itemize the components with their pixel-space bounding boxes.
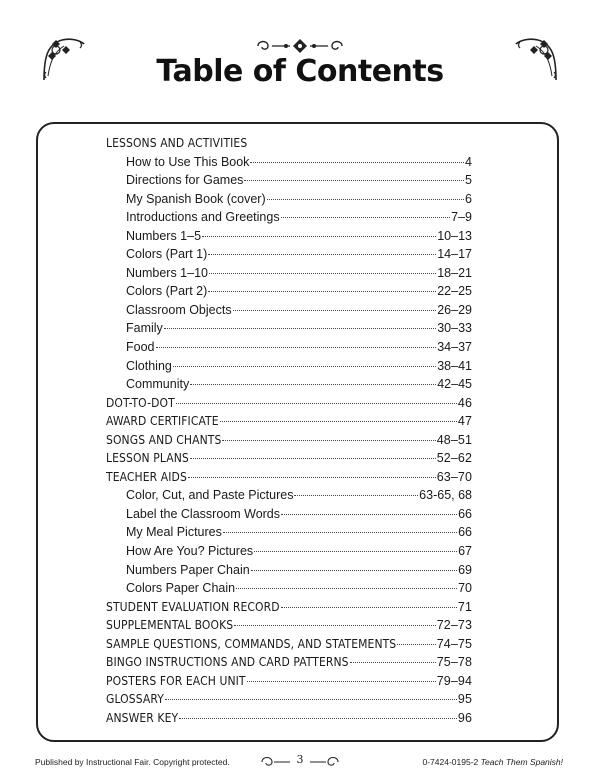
toc-entry-page: 67 (458, 544, 472, 559)
toc-leader-dots (247, 680, 436, 682)
toc-entry (106, 505, 472, 524)
toc-entry-page: 18–21 (437, 265, 472, 280)
toc-entry-page: 71 (457, 599, 472, 614)
toc-leader-dots (208, 253, 436, 255)
toc-leader-dots (254, 550, 457, 552)
toc-entry-page: 63-65, 68 (419, 488, 472, 503)
toc-entry (106, 709, 472, 728)
toc-entry-label: Introductions and Greetings (126, 210, 280, 225)
page-title: Table of Contents (156, 54, 444, 89)
footer-page-number: 3 (296, 753, 304, 766)
toc-entry (106, 672, 472, 691)
toc-entry-page: 10–13 (437, 228, 472, 243)
toc-entry-label: SUPPLEMENTAL BOOKS (106, 618, 234, 633)
toc-entry (106, 245, 472, 264)
toc-entry-page: 66 (458, 525, 472, 540)
footer-book-info (422, 757, 563, 767)
toc-entry (106, 449, 472, 468)
toc-leader-dots (281, 606, 457, 608)
toc-leader-dots (176, 402, 457, 404)
toc-entry-label: LESSON PLANS (106, 451, 189, 466)
toc-entry-page: 38–41 (437, 358, 472, 373)
toc-entry (106, 486, 472, 505)
toc-leader-dots (267, 198, 464, 200)
toc-leader-dots (179, 717, 457, 719)
toc-entry (106, 319, 472, 338)
toc-entry (106, 190, 472, 209)
toc-entry (106, 153, 472, 172)
toc-entry-page: 47 (457, 414, 472, 429)
toc-entry (106, 301, 472, 320)
toc-leader-dots (251, 569, 457, 571)
toc-entry-label: LESSONS AND ACTIVITIES (106, 136, 248, 150)
toc-entry-label: TEACHER AIDS (106, 469, 187, 484)
toc-entry-page: 14–17 (437, 247, 472, 262)
toc-entry-label: SONGS AND CHANTS (106, 432, 222, 447)
footer-isbn: 0-7424-0195-2 (422, 757, 479, 767)
toc-leader-dots (156, 346, 437, 348)
toc-entry (106, 357, 472, 376)
toc-entry-page: 26–29 (437, 302, 472, 317)
toc-entry-page: 75–78 (436, 655, 472, 670)
page-number-ornament (258, 753, 342, 769)
toc-leader-dots (233, 309, 437, 311)
toc-leader-dots (294, 494, 418, 496)
toc-leader-dots (165, 698, 457, 700)
toc-leader-dots (222, 439, 435, 441)
toc-entry (106, 227, 472, 246)
toc-leader-dots (188, 476, 436, 478)
toc-entry-label: My Spanish Book (cover) (126, 191, 266, 206)
toc-entry-label: Colors (Part 1) (126, 247, 208, 262)
toc-entry-label: My Meal Pictures (126, 525, 222, 540)
toc-leader-dots (223, 531, 457, 533)
toc-entry-label: Numbers 1–10 (126, 265, 208, 280)
toc-leader-dots (281, 513, 457, 515)
toc-entry-label: Community (126, 377, 190, 392)
toc-entry-label: Colors Paper Chain (126, 581, 236, 596)
toc-entry (106, 579, 472, 598)
toc-entry (106, 264, 472, 283)
toc-entry (106, 616, 472, 635)
toc-entry (106, 208, 472, 227)
top-scroll-ornament-icon (250, 38, 350, 54)
toc-entry-label: How Are You? Pictures (126, 544, 254, 559)
toc-entry (106, 523, 472, 542)
toc-entry-label: Color, Cut, and Paste Pictures (126, 488, 294, 503)
toc-leader-dots (236, 587, 457, 589)
toc-entry-page: 70 (458, 581, 472, 596)
toc-entry-label: POSTERS FOR EACH UNIT (106, 673, 246, 688)
toc-entry-page: 34–37 (437, 340, 472, 355)
toc-entry-page: 52–62 (436, 451, 472, 466)
toc-entry (106, 394, 472, 413)
toc-entry-label: BINGO INSTRUCTIONS AND CARD PATTERNS (106, 655, 349, 670)
toc-entry-page: 4 (465, 154, 472, 169)
toc-entry-label: How to Use This Book (126, 154, 250, 169)
toc-entry-label: STUDENT EVALUATION RECORD (106, 599, 280, 614)
toc-entry (106, 598, 472, 617)
toc-leader-dots (244, 179, 464, 181)
toc-leader-dots (173, 365, 436, 367)
toc-leader-dots (281, 216, 451, 218)
toc-leader-dots (234, 624, 436, 626)
toc-entry-label: DOT-TO-DOT (106, 395, 175, 410)
toc-entry (106, 375, 472, 394)
toc-entry (106, 338, 472, 357)
toc-leader-dots (250, 161, 464, 163)
toc-leader-dots (208, 290, 436, 292)
toc-list (106, 134, 472, 728)
toc-entry-page: 22–25 (437, 284, 472, 299)
toc-entry-label: Colors (Part 2) (126, 284, 208, 299)
toc-leader-dots (190, 383, 436, 385)
toc-entry-page: 48–51 (436, 432, 472, 447)
toc-entry-label: Food (126, 340, 155, 355)
page-footer (0, 753, 600, 771)
toc-entry-label: GLOSSARY (106, 692, 164, 707)
toc-entry (106, 431, 472, 450)
toc-entry-label: Clothing (126, 358, 172, 373)
toc-leader-dots (209, 272, 436, 274)
toc-entry-page: 63–70 (436, 469, 472, 484)
toc-leader-dots (220, 420, 457, 422)
toc-entry-page: 96 (457, 710, 472, 725)
toc-entry-label: SAMPLE QUESTIONS, COMMANDS, AND STATEMENTS (106, 636, 397, 651)
toc-entry-page: 6 (465, 191, 472, 206)
toc-entry-label: Family (126, 321, 163, 336)
footer-publisher: Published by Instructional Fair. Copyright protected. (35, 757, 230, 767)
toc-entry-label: Label the Classroom Words (126, 506, 281, 521)
footer-book-title: Teach Them Spanish! (480, 757, 563, 767)
toc-entry (106, 653, 472, 672)
toc-entry-page: 95 (457, 692, 472, 707)
toc-entry-label: Numbers 1–5 (126, 228, 202, 243)
toc-entry-label: Numbers Paper Chain (126, 562, 250, 577)
toc-entry-page: 30–33 (437, 321, 472, 336)
toc-entry (106, 412, 472, 431)
toc-entry-page: 69 (458, 562, 472, 577)
toc-entry (106, 635, 472, 654)
toc-entry-page: 72–73 (436, 618, 472, 633)
toc-entry-label: Directions for Games (126, 173, 244, 188)
toc-entry (106, 542, 472, 561)
toc-entry-page: 66 (458, 506, 472, 521)
toc-entry-page: 74–75 (436, 636, 472, 651)
toc-entry-page: 5 (465, 173, 472, 188)
toc-leader-dots (190, 457, 436, 459)
toc-entry-label: ANSWER KEY (106, 710, 179, 725)
toc-entry-page: 79–94 (436, 673, 472, 688)
toc-entry (106, 282, 472, 301)
toc-leader-dots (164, 327, 436, 329)
toc-entry-page: 42–45 (437, 377, 472, 392)
toc-leader-dots (350, 661, 436, 663)
toc-leader-dots (202, 235, 436, 237)
toc-entry-page: 46 (457, 395, 472, 410)
toc-entry-label: Classroom Objects (126, 302, 232, 317)
toc-leader-dots (397, 643, 435, 645)
toc-entry (106, 561, 472, 580)
toc-entry-label: AWARD CERTIFICATE (106, 414, 219, 429)
toc-entry (106, 171, 472, 190)
toc-entry (106, 134, 472, 153)
toc-entry (106, 690, 472, 709)
toc-entry (106, 468, 472, 487)
toc-entry-page: 7–9 (451, 210, 472, 225)
